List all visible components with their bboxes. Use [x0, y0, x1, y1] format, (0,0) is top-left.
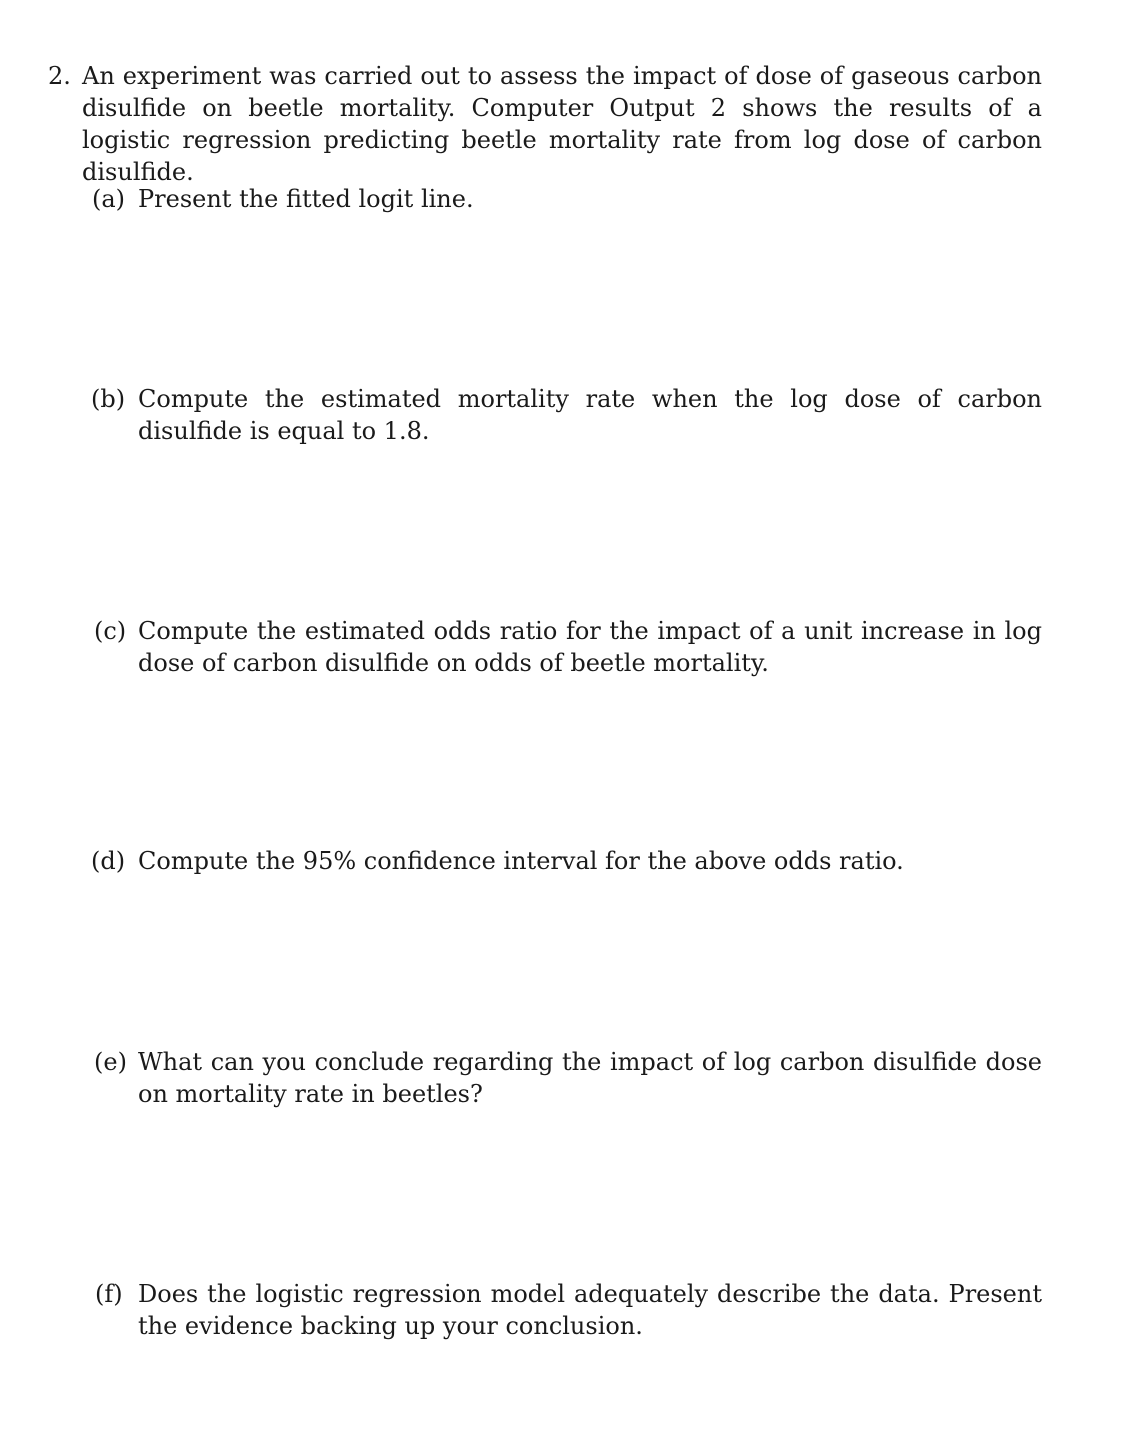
part-f-label: (f) — [95, 1280, 123, 1308]
part-e-label: (e) — [94, 1048, 127, 1076]
question-intro: An experiment was carried out to assess the impact of dose of gaseous carbon disulfide on beetle mortality. Computer Output 2 shows the results of a logistic regression predicting beetle mortality rate from log dose of carbon disulfide. — [82, 62, 1042, 186]
part-c-text: Compute the estimated odds ratio for the impact of a unit increase in log dose of carbon disulfide on odds of beetle mortality. — [138, 617, 1042, 677]
part-b-label: (b) — [91, 385, 126, 413]
part-f-text: Does the logistic regression model adequately describe the data. Present the evidence backing up your conclusion. — [138, 1280, 1042, 1340]
part-e-text: What can you conclude regarding the impact of log carbon disulfide dose on mortality rate in beetles? — [138, 1048, 1042, 1108]
part-b-text: Compute the estimated mortality rate when the log dose of carbon disulfide is equal to 1.8. — [138, 385, 1042, 445]
part-a-text: Present the fitted logit line. — [138, 185, 474, 213]
part-d-label: (d) — [91, 847, 126, 875]
part-c-label: (c) — [94, 617, 127, 645]
part-a-label: (a) — [92, 185, 126, 213]
part-d-text: Compute the 95% confidence interval for the above odds ratio. — [138, 847, 904, 875]
question-number: 2. — [48, 62, 71, 90]
